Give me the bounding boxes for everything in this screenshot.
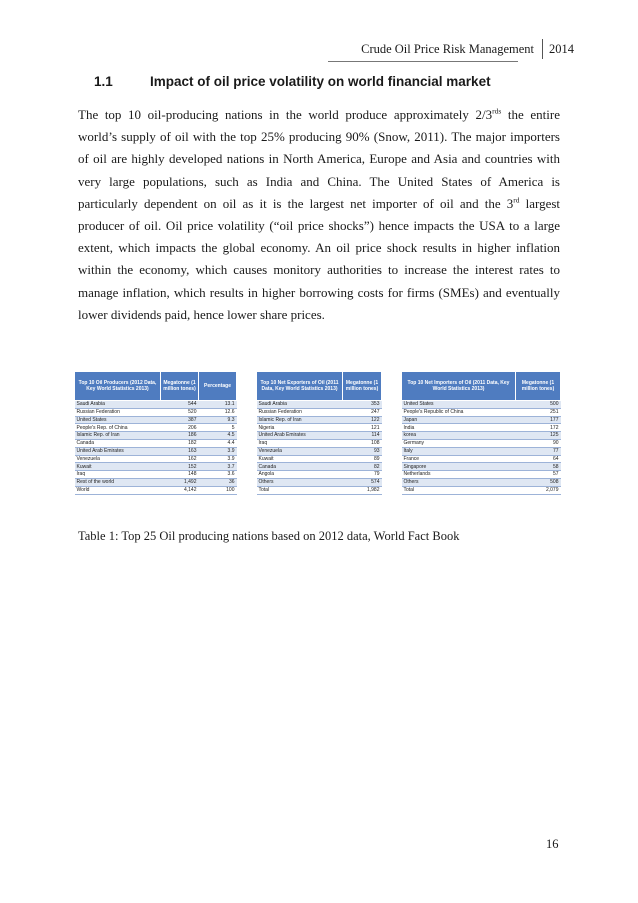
table-cell: 125 bbox=[516, 432, 561, 440]
table-cell: Others bbox=[402, 478, 516, 486]
table-cell: Nigeria bbox=[257, 424, 343, 432]
table-cell: United Arab Emirates bbox=[257, 432, 343, 440]
table-row bbox=[75, 424, 237, 432]
table-cell: France bbox=[402, 455, 516, 463]
running-header bbox=[361, 40, 574, 58]
table-cell: 544 bbox=[161, 401, 199, 409]
table-row bbox=[402, 455, 561, 463]
table-cell: 508 bbox=[516, 478, 561, 486]
table-row bbox=[402, 478, 561, 486]
table-cell: 251 bbox=[516, 408, 561, 416]
table-cell: Iraq bbox=[75, 471, 161, 479]
table-cell: 82 bbox=[343, 463, 382, 471]
page-number: 16 bbox=[546, 837, 559, 851]
table-cell: 152 bbox=[161, 463, 199, 471]
table-cell: Russian Federation bbox=[75, 408, 161, 416]
table-cell: Venezuela bbox=[75, 455, 161, 463]
table-cell: 122 bbox=[343, 416, 382, 424]
table-cell: 79 bbox=[343, 471, 382, 479]
table-cell: 574 bbox=[343, 478, 382, 486]
table-header-cell: Megatonne (1 million tones) bbox=[516, 372, 561, 401]
table-cell: Total bbox=[257, 486, 343, 494]
table-cell: India bbox=[402, 424, 516, 432]
table-row bbox=[257, 424, 382, 432]
body-paragraph bbox=[78, 104, 560, 326]
table-cell: 1,492 bbox=[161, 478, 199, 486]
table-cell: Canada bbox=[257, 463, 343, 471]
table-cell: Rest of the world bbox=[75, 478, 161, 486]
oil-tables-figure bbox=[74, 371, 560, 511]
table-row bbox=[257, 463, 382, 471]
table-cell: 172 bbox=[516, 424, 561, 432]
table-row bbox=[402, 416, 561, 424]
table-cell: 520 bbox=[161, 408, 199, 416]
table-row bbox=[75, 439, 237, 447]
table-cell: People's Republic of China bbox=[402, 408, 516, 416]
table-cell: 186 bbox=[161, 432, 199, 440]
table-cell: 4.4 bbox=[199, 439, 237, 447]
paragraph-text-part-3: largest producer of oil. Oil price volatility (“oil price shocks”) hence impacts the USA to a large extent, which impacts the global economy. An oil price shock results in higher inflation within the economy, which causes monitory authorities to increase the interest rates to manage inflation, which results in higher borrowing costs for firms (SMEs) and eventually lower dividends paid, hence lower share prices. bbox=[78, 195, 561, 322]
table-cell: 162 bbox=[161, 455, 199, 463]
table-header-cell: Top 10 Net Exporters of Oil (2011 Data, Key World Statistics 2013) bbox=[257, 372, 343, 401]
table-row bbox=[75, 416, 237, 424]
table-cell: Saudi Arabia bbox=[257, 401, 343, 409]
table-cell: 36 bbox=[199, 478, 237, 486]
table-cell: 206 bbox=[161, 424, 199, 432]
table-cell: 3.9 bbox=[199, 455, 237, 463]
table-cell: 5 bbox=[199, 424, 237, 432]
table-row bbox=[402, 486, 561, 494]
table-cell: 64 bbox=[516, 455, 561, 463]
table-cell: 100 bbox=[199, 486, 237, 494]
paragraph-text-part-1: The top 10 oil-producing nations in the world produce approximately 2/3 bbox=[78, 107, 493, 122]
table-header-cell: Top 10 Oil Producers (2012 Data, Key World Statistics 2013) bbox=[75, 372, 161, 401]
header-year: 2014 bbox=[549, 41, 574, 56]
table-row bbox=[402, 471, 561, 479]
table-cell: 148 bbox=[161, 471, 199, 479]
table-cell: 3.9 bbox=[199, 447, 237, 455]
producers-table bbox=[74, 371, 237, 495]
table-cell: 114 bbox=[343, 432, 382, 440]
table-cell: 1,982 bbox=[343, 486, 382, 494]
table-cell: United States bbox=[75, 416, 161, 424]
table-cell: 108 bbox=[343, 439, 382, 447]
table-row bbox=[75, 455, 237, 463]
table-cell: Total bbox=[402, 486, 516, 494]
table-header-cell: Megatonne (1 million tones) bbox=[343, 372, 382, 401]
table-cell: 177 bbox=[516, 416, 561, 424]
table-row bbox=[75, 471, 237, 479]
table-row bbox=[402, 432, 561, 440]
table-row bbox=[257, 416, 382, 424]
section-heading bbox=[94, 74, 491, 89]
table-row bbox=[75, 463, 237, 471]
table-cell: korea bbox=[402, 432, 516, 440]
table-cell: 77 bbox=[516, 447, 561, 455]
table-cell: 3.7 bbox=[199, 463, 237, 471]
table-row bbox=[75, 486, 237, 494]
table-cell: 3.6 bbox=[199, 471, 237, 479]
table-cell: Others bbox=[257, 478, 343, 486]
table-row bbox=[402, 408, 561, 416]
table-cell: 4.5 bbox=[199, 432, 237, 440]
table-cell: 13.1 bbox=[199, 401, 237, 409]
table-row bbox=[257, 408, 382, 416]
table-cell: 90 bbox=[516, 439, 561, 447]
table-cell: 182 bbox=[161, 439, 199, 447]
table-cell: United States bbox=[402, 401, 516, 409]
superscript-rd: rd bbox=[513, 195, 520, 205]
table-cell: Iraq bbox=[257, 439, 343, 447]
table-cell: 57 bbox=[516, 471, 561, 479]
table-cell: Kuwait bbox=[257, 455, 343, 463]
table-row bbox=[402, 401, 561, 409]
table-cell: 2,079 bbox=[516, 486, 561, 494]
table-cell: Japan bbox=[402, 416, 516, 424]
section-number: 1.1 bbox=[94, 74, 113, 89]
table-header-cell: Megatonne (1 million tones) bbox=[161, 372, 199, 401]
table-row bbox=[402, 439, 561, 447]
table-cell: 58 bbox=[516, 463, 561, 471]
table-cell: Germany bbox=[402, 439, 516, 447]
header-title: Crude Oil Price Risk Management bbox=[361, 41, 534, 56]
table-cell: Singapore bbox=[402, 463, 516, 471]
table-row bbox=[257, 471, 382, 479]
table-cell: Venezuela bbox=[257, 447, 343, 455]
table-row bbox=[75, 432, 237, 440]
table-cell: 353 bbox=[343, 401, 382, 409]
table-cell: Russian Federation bbox=[257, 408, 343, 416]
section-title: Impact of oil price volatility on world financial market bbox=[150, 74, 491, 89]
table-cell: 9.3 bbox=[199, 416, 237, 424]
superscript-rds: rds bbox=[492, 106, 502, 116]
table-cell: Islamic Rep. of Iran bbox=[257, 416, 343, 424]
table-cell: World bbox=[75, 486, 161, 494]
exporters-table bbox=[256, 371, 382, 495]
table-cell: Netherlands bbox=[402, 471, 516, 479]
table-row bbox=[75, 447, 237, 455]
table-row bbox=[257, 478, 382, 486]
table-cell: 93 bbox=[343, 447, 382, 455]
table-row bbox=[75, 401, 237, 409]
table-cell: 387 bbox=[161, 416, 199, 424]
table-row bbox=[257, 455, 382, 463]
table-row bbox=[402, 447, 561, 455]
header-rule bbox=[328, 61, 518, 62]
importers-table bbox=[401, 371, 561, 495]
table-cell: People's Rep. of China bbox=[75, 424, 161, 432]
table-row bbox=[257, 447, 382, 455]
table-row bbox=[257, 432, 382, 440]
table-row bbox=[257, 486, 382, 494]
paragraph-text-part-2: the entire world’s supply of oil with the top 25% producing 90% (Snow, 2011). The major importers of oil are highly developed nations in North America, Europe and Asia and countries with very large populations, such as India and China. The United States of America is particularly dependent on oil as it is the largest net importer of oil and the 3 bbox=[78, 107, 560, 211]
table-caption: Table 1: Top 25 Oil producing nations based on 2012 data, World Fact Book bbox=[78, 529, 460, 543]
table-row bbox=[257, 401, 382, 409]
table-row bbox=[402, 463, 561, 471]
table-cell: Italy bbox=[402, 447, 516, 455]
table-cell: United Arab Emirates bbox=[75, 447, 161, 455]
table-cell: Angola bbox=[257, 471, 343, 479]
table-cell: 163 bbox=[161, 447, 199, 455]
table-row bbox=[402, 424, 561, 432]
table-row bbox=[75, 408, 237, 416]
table-cell: 4,142 bbox=[161, 486, 199, 494]
table-cell: Saudi Arabia bbox=[75, 401, 161, 409]
table-header-cell: Percentage bbox=[199, 372, 237, 401]
table-header-cell: Top 10 Net Importers of Oil (2011 Data, Key World Statistics 2013) bbox=[402, 372, 516, 401]
table-cell: Kuwait bbox=[75, 463, 161, 471]
table-row bbox=[75, 478, 237, 486]
table-cell: Canada bbox=[75, 439, 161, 447]
table-cell: 12.6 bbox=[199, 408, 237, 416]
table-cell: Islamic Rep. of Iran bbox=[75, 432, 161, 440]
table-cell: 121 bbox=[343, 424, 382, 432]
table-cell: 247 bbox=[343, 408, 382, 416]
table-row bbox=[257, 439, 382, 447]
table-cell: 89 bbox=[343, 455, 382, 463]
table-cell: 500 bbox=[516, 401, 561, 409]
